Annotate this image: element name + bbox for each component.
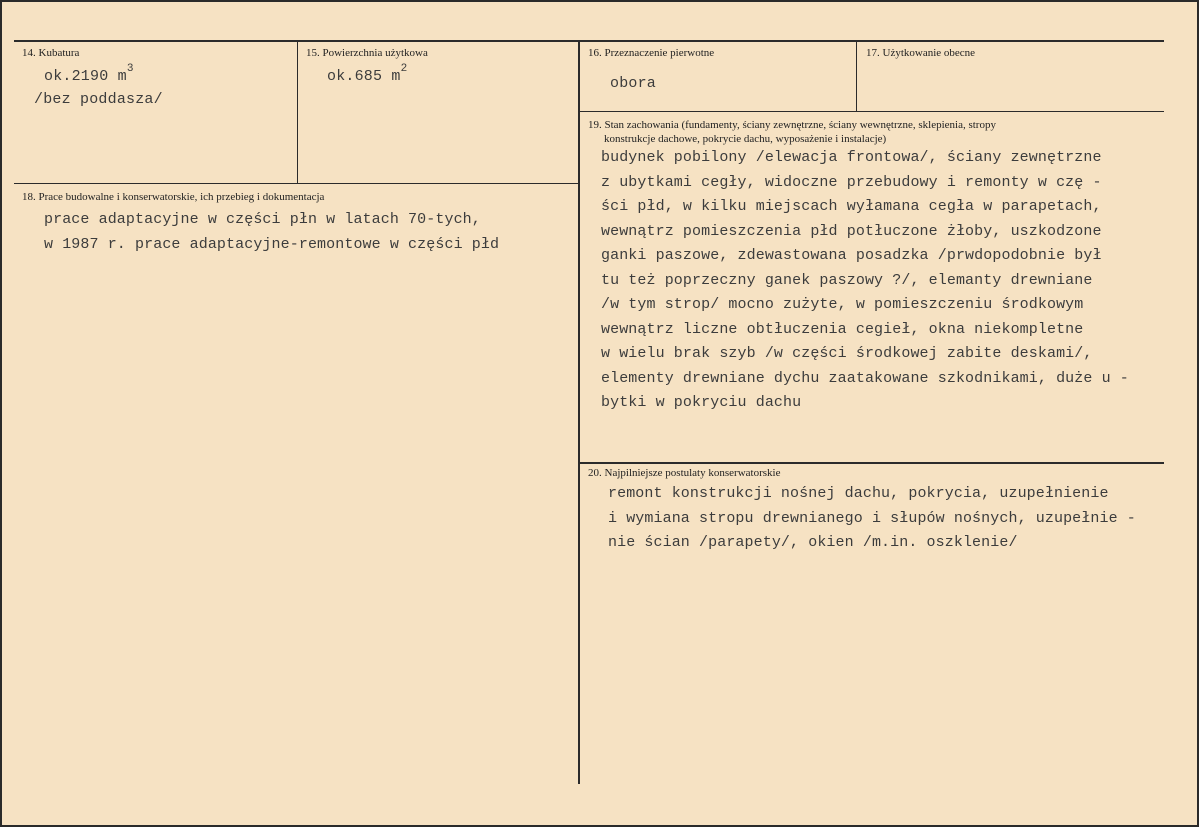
field-19-line: /w tym strop/ mocno zużyte, w pomieszczeniu środkowym — [601, 296, 1084, 313]
field-20-label: 20. Najpilniejsze postulaty konserwatorskie — [588, 467, 781, 479]
field-19-line: wewnątrz liczne obtłuczenia cegieł, okna niekompletne — [601, 320, 1084, 338]
field-20-line: nie ścian /parapety/, okien /m.in. oszklenie/ — [608, 534, 1018, 551]
field-19-line: ganki paszowe, zdewastowana posadzka /prwdopodobnie był — [601, 247, 1102, 264]
field-15-label: 15. Powierzchnia użytkowa — [306, 47, 428, 59]
field-19-line: ści płd, w kilku miejscach wyłamana cegła w parapetach, — [601, 198, 1102, 215]
divider-15-16 — [578, 41, 580, 784]
rule-under-16-17 — [579, 111, 1164, 112]
field-20-text — [608, 482, 1136, 556]
field-14-label: 14. Kubatura — [22, 47, 80, 59]
field-20-line: remont konstrukcji nośnej dachu, pokrycia, uzupełnienie — [608, 485, 1109, 502]
field-20-line: i wymiana stropu drewnianego i słupów nośnych, uzupełnie - — [608, 509, 1136, 527]
field-19-label-line1: 19. Stan zachowania (fundamenty, ściany zewnętrzne, ściany wewnętrzne, sklepienia, stropy — [588, 119, 996, 131]
field-17-label: 17. Użytkowanie obecne — [866, 47, 976, 59]
field-19-line: elementy drewniane dychu zaatakowane szkodnikami, duże u - — [601, 369, 1129, 387]
field-14-note: /bez poddasza/ — [34, 91, 163, 108]
rule-under-14-15 — [14, 183, 579, 184]
field-19-line: wewnątrz pomieszczenia płd potłuczone żłoby, uszkodzone — [601, 222, 1102, 240]
field-19-line: w wielu brak szyb /w części środkowej zabite deskami/, — [601, 345, 1093, 362]
field-19-line: budynek pobilony /elewacja frontowa/, ściany zewnętrzne — [601, 149, 1102, 166]
field-16-label: 16. Przeznaczenie pierwotne — [588, 47, 715, 59]
field-18-text — [44, 208, 499, 257]
field-15-unit-exponent: 2 — [400, 63, 408, 75]
field-15-area: ok.685 m — [327, 68, 401, 85]
field-14-value — [44, 63, 134, 85]
field-18-label: 18. Prace budowalne i konserwatorskie, ich przebieg i dokumentacja — [22, 191, 325, 203]
field-14-volume: ok.2190 m — [44, 68, 127, 85]
field-19-label-line2: konstrukcje dachowe, pokrycie dachu, wyposażenie i instalacje) — [604, 133, 887, 145]
field-14-unit-exponent: 3 — [126, 63, 134, 75]
rule-above-20 — [579, 462, 1164, 464]
divider-16-17 — [856, 41, 857, 112]
field-19-line: z ubytkami cegły, widoczne przebudowy i remonty w czę - — [601, 173, 1102, 191]
field-19-line: bytki w pokryciu dachu — [601, 394, 802, 411]
field-18-line: prace adaptacyjne w części płn w latach 70-tych, — [44, 211, 481, 228]
field-16-value: obora — [610, 75, 657, 92]
divider-14-15 — [297, 41, 298, 183]
field-19-line: tu też poprzeczny ganek paszowy ?/, elemanty drewniane — [601, 271, 1093, 289]
top-rule — [14, 40, 1164, 42]
field-18-line: w 1987 r. prace adaptacyjne-remontowe w części płd — [44, 235, 500, 253]
field-15-value — [327, 63, 408, 85]
field-19-text — [601, 146, 1129, 416]
